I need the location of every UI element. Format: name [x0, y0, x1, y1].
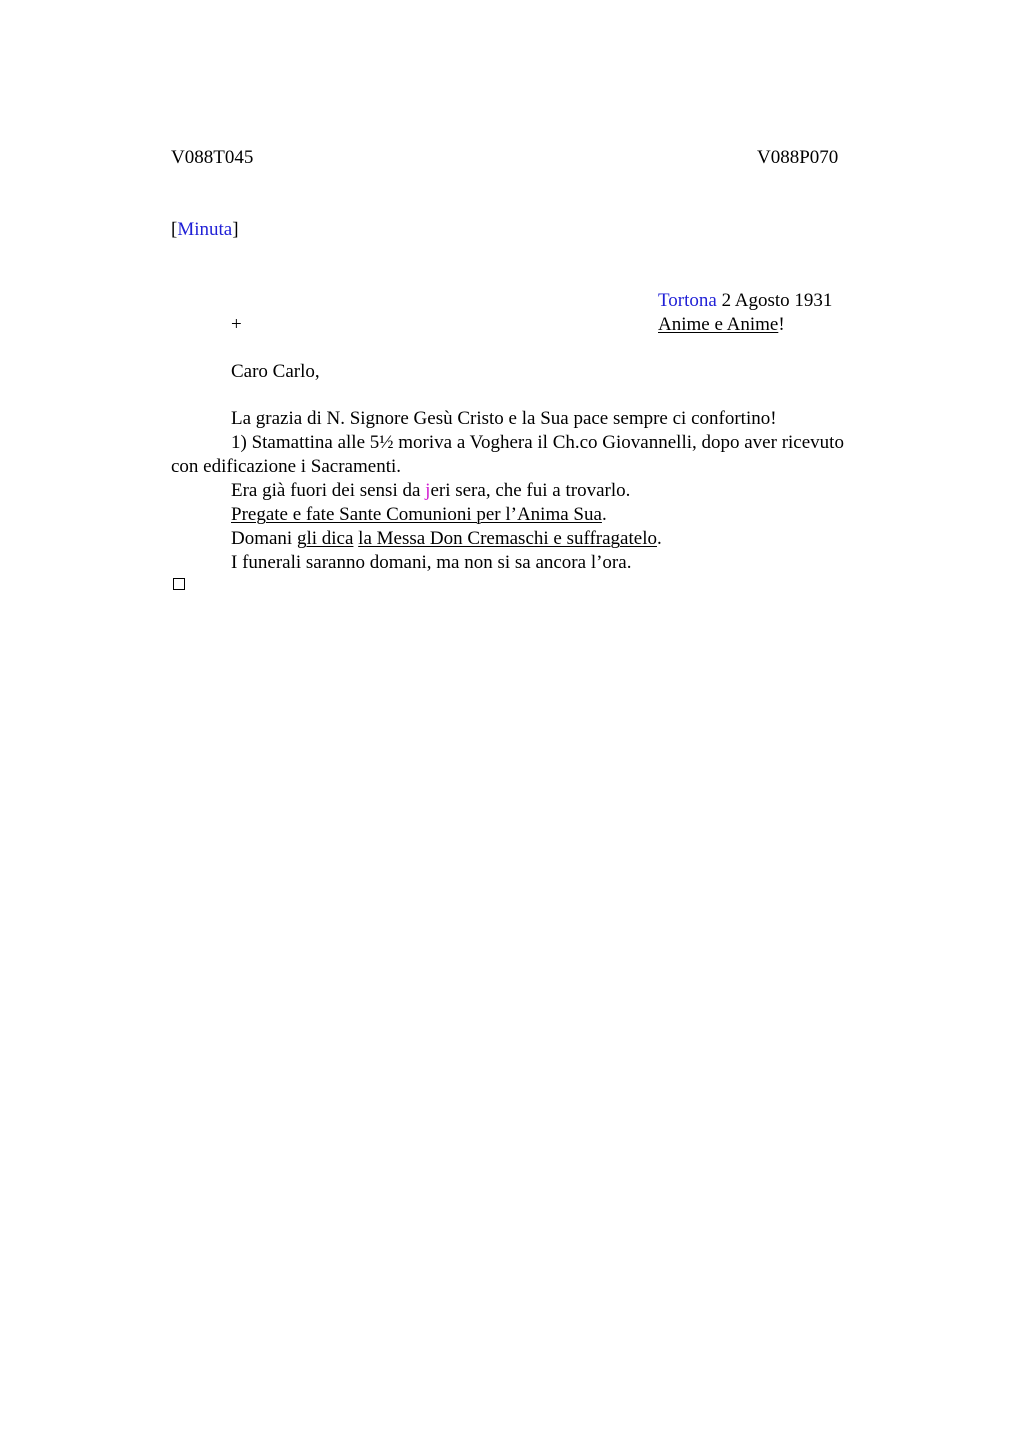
body-paragraph-6: I funerali saranno domani, ma non si sa ancora l’ora. [231, 552, 632, 573]
bracket-open: [ [171, 219, 178, 240]
p3-text-a: Era già fuori dei sensi da [231, 480, 426, 501]
p4-underlined: Pregate e fate Sante Comunioni per l’Anima Sua [231, 504, 602, 525]
motto-tail: ! [778, 314, 785, 335]
minuta-text: Minuta [177, 219, 233, 240]
place-name: Tortona [658, 290, 717, 311]
end-square-icon [173, 578, 185, 590]
minuta-label [171, 218, 239, 242]
dateline [658, 289, 832, 313]
document-code-right: V088P070 [757, 147, 839, 168]
body-paragraph-3 [231, 479, 630, 503]
motto [658, 313, 785, 337]
body-paragraph-1: La grazia di N. Signore Gesù Cristo e la Sua pace sempre ci confortino! [231, 408, 777, 429]
body-paragraph-2-line-1: 1) Stamattina alle 5½ moriva a Voghera il Ch.co Giovannelli, dopo aver ricevuto [231, 432, 844, 453]
motto-underlined: Anime e Anime [658, 314, 779, 335]
p3-highlight-j: j [425, 480, 431, 501]
p5-text-a: Domani [231, 528, 297, 549]
body-paragraph-2-line-2: con edificazione i Sacramenti. [171, 456, 402, 477]
p5-tail: . [656, 528, 662, 549]
date-text: 2 Agosto 1931 [716, 290, 833, 311]
p5-underlined-2: la Messa Don Cremaschi e suffragatelo [358, 528, 657, 549]
p5-underlined-1: gli dica [296, 528, 354, 549]
cross-symbol: + [231, 314, 242, 335]
salutation: Caro Carlo, [231, 361, 320, 382]
p3-text-b: eri sera, che fui a trovarlo. [430, 480, 631, 501]
document-code-left: V088T045 [171, 147, 254, 168]
p4-tail: . [601, 504, 607, 525]
bracket-close: ] [232, 219, 239, 240]
body-paragraph-4 [231, 503, 607, 527]
body-paragraph-5 [231, 527, 662, 551]
